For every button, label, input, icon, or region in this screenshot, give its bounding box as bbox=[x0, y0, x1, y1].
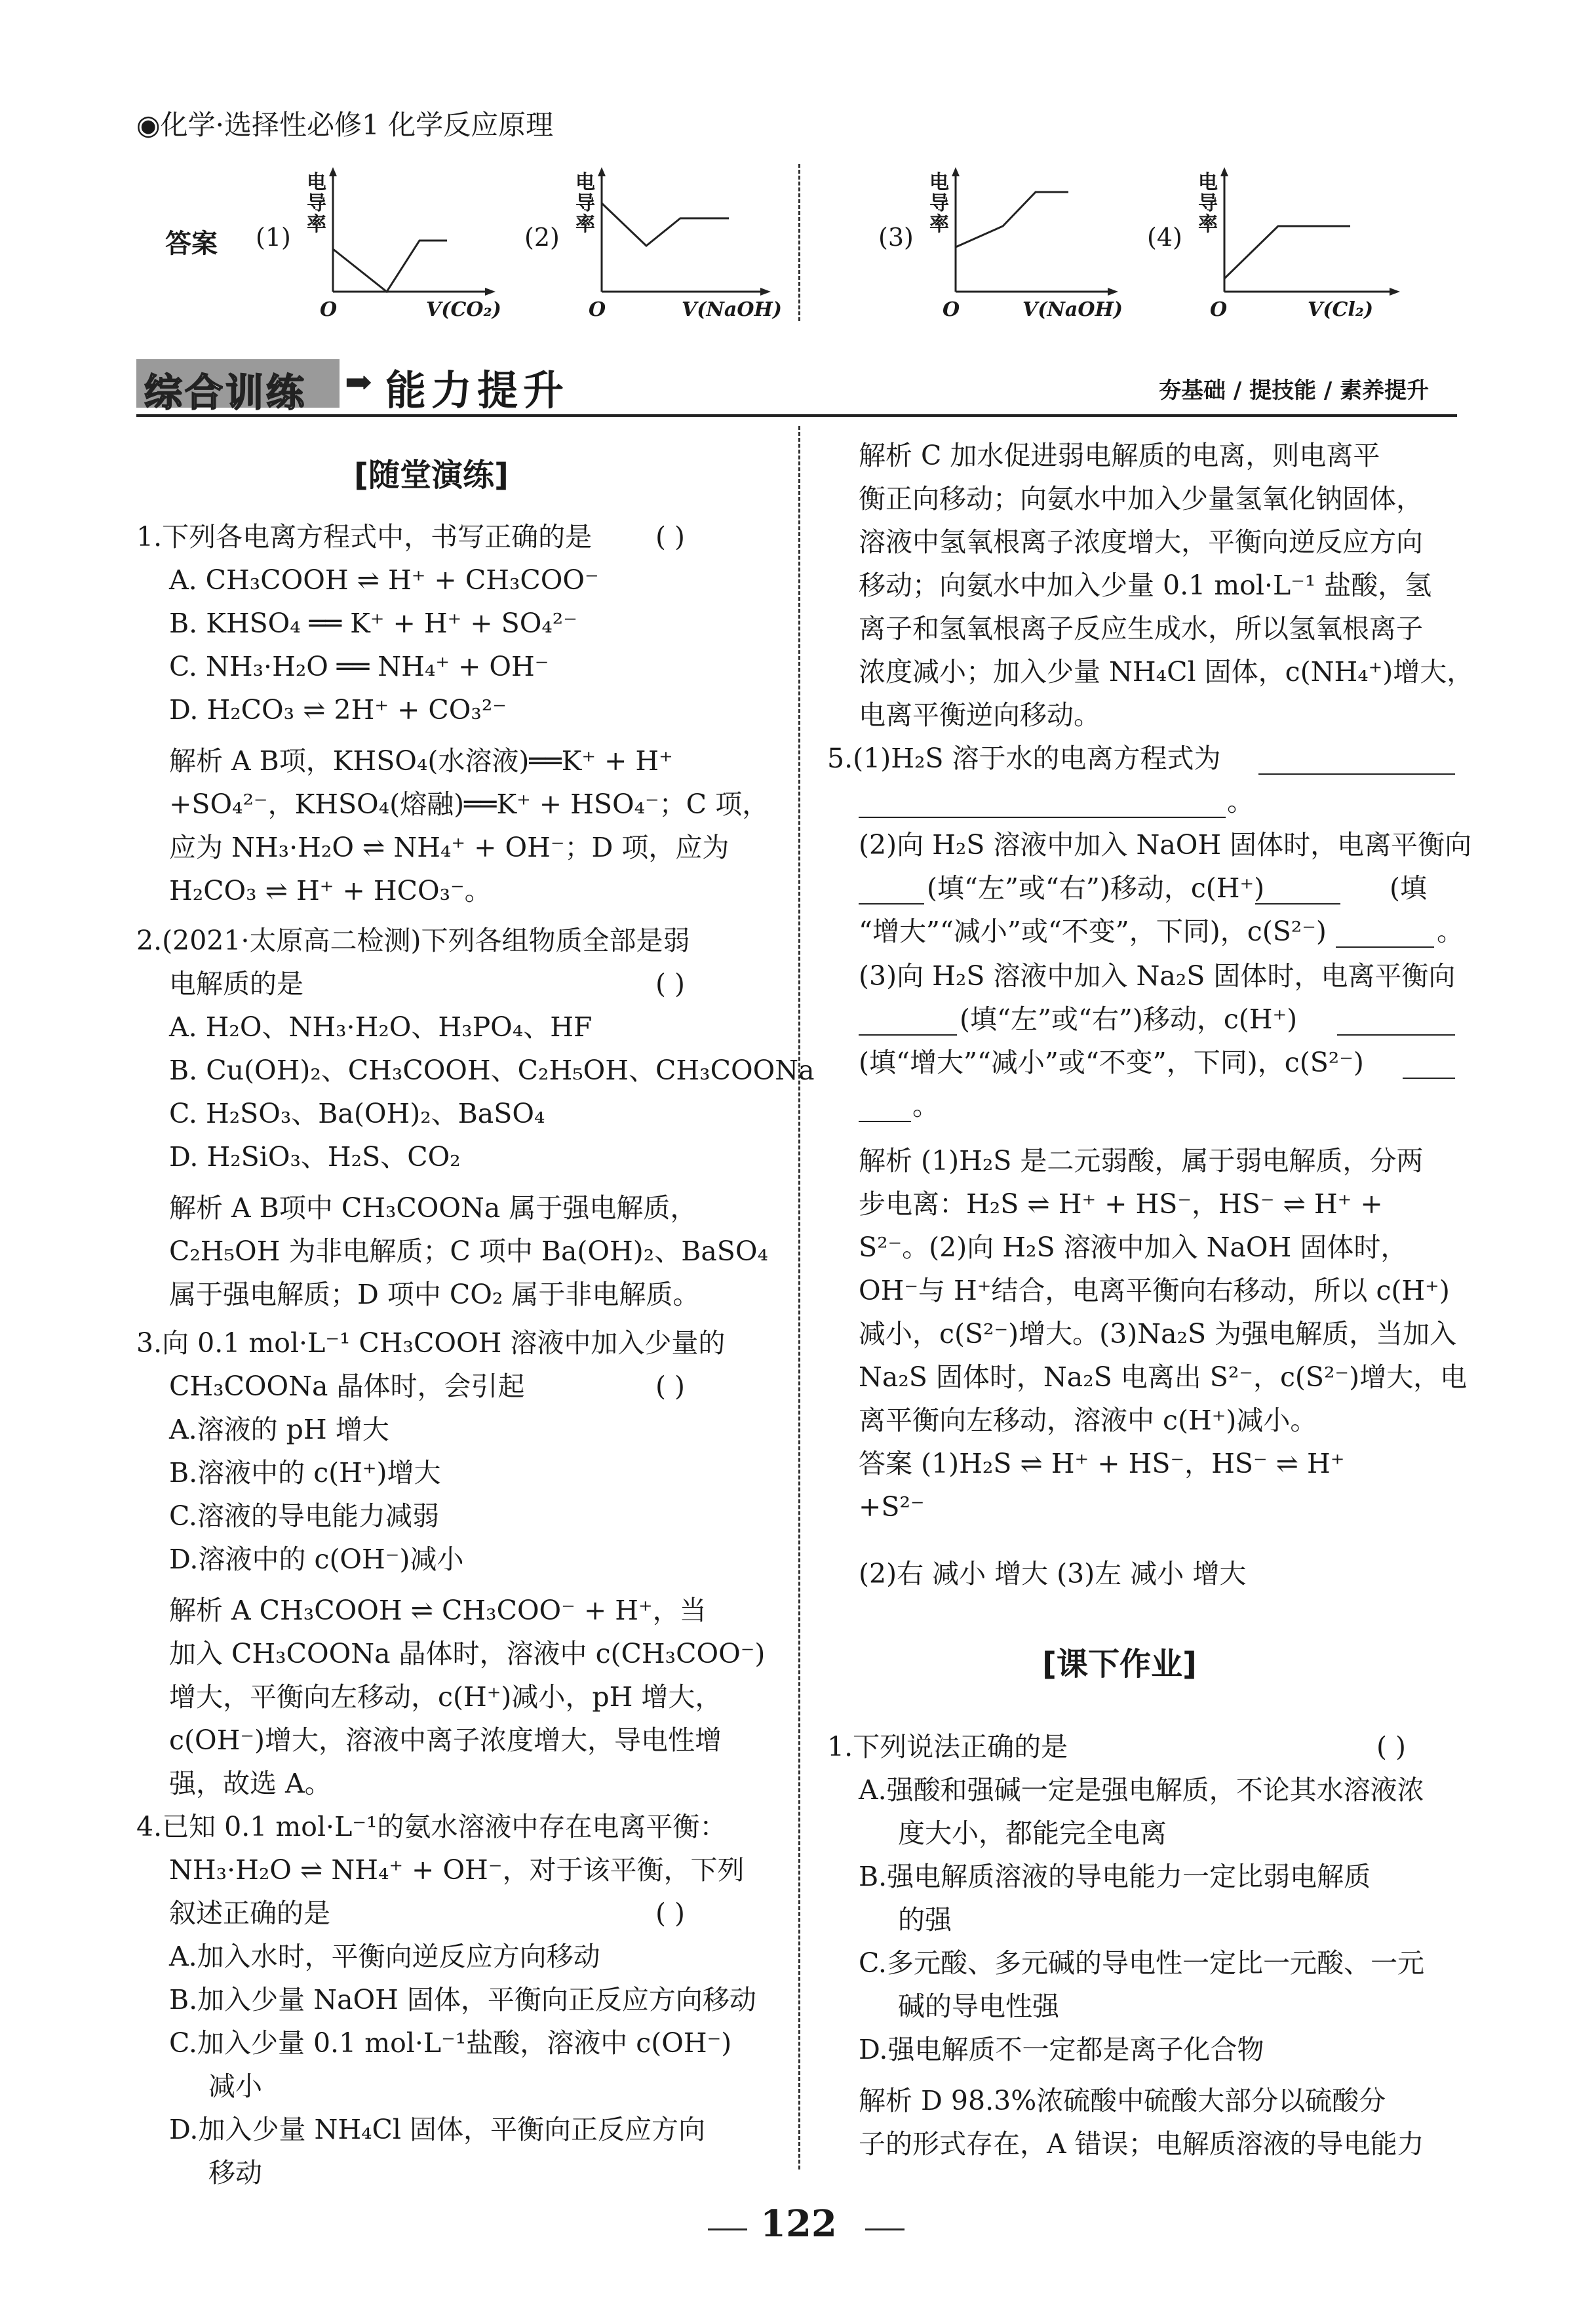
section-title-homework: [课下作业] bbox=[1042, 1646, 1197, 1683]
q5-fill-blank-7b[interactable] bbox=[859, 1095, 911, 1122]
graph-origin: O bbox=[320, 298, 338, 321]
x-axis-arrow bbox=[1390, 288, 1400, 296]
graph-number: (1) bbox=[256, 223, 291, 252]
q2-analysis: C₂H₅OH 为非电解质；C 项中 Ba(OH)₂、BaSO₄ bbox=[169, 1235, 768, 1267]
q3-answer-blank: ( ) bbox=[655, 1371, 686, 1402]
q3-stem: 3.向 0.1 mol·L⁻¹ CH₃COOH 溶液中加入少量的 bbox=[136, 1327, 726, 1359]
q2-option-a: A. H₂O、NH₃·H₂O、H₃PO₄、HF bbox=[169, 1011, 593, 1043]
hw-q1-option-b: 的强 bbox=[898, 1904, 952, 1936]
q4-option-c: 减小 bbox=[208, 2071, 262, 2102]
q5-analysis: Na₂S 固体时，Na₂S 电离出 S²⁻，c(S²⁻)增大，电 bbox=[859, 1361, 1468, 1393]
q4-stem: 4.已知 0.1 mol·L⁻¹的氨水溶液中存在电离平衡： bbox=[136, 1811, 727, 1842]
q4-option-c: C.加入少量 0.1 mol·L⁻¹盐酸，溶液中 c(OH⁻) bbox=[169, 2027, 732, 2059]
q3-analysis: 增大，平衡向左移动，c(H⁺)减小，pH 增大， bbox=[169, 1681, 722, 1713]
graph-curve bbox=[333, 241, 447, 292]
q3-stem: CH₃COONa 晶体时，会引起 bbox=[169, 1371, 525, 1402]
q4-analysis: 衡正向移动；向氨水中加入少量氢氧化钠固体， bbox=[859, 483, 1423, 515]
graph-2 bbox=[524, 167, 783, 324]
graph-x-label: V(NaOH) bbox=[1022, 298, 1123, 321]
footer-dash-right bbox=[865, 2228, 905, 2230]
q4-analysis: 浓度减小；加入少量 NH₄Cl 固体，c(NH₄⁺)增大， bbox=[859, 656, 1474, 688]
hw-q1-stem: 1.下列说法正确的是 bbox=[827, 1731, 1068, 1762]
q4-answer-blank: ( ) bbox=[655, 1897, 686, 1929]
q1-analysis: +SO₄²⁻，KHSO₄(熔融)══K⁺ + HSO₄⁻；C 项， bbox=[169, 788, 769, 820]
q5-analysis: 步电离：H₂S ⇌ H⁺ + HS⁻，HS⁻ ⇌ H⁺ + bbox=[859, 1188, 1383, 1220]
q5-answer: +S²⁻ bbox=[859, 1491, 925, 1523]
q5-part3-end: 。 bbox=[912, 1090, 939, 1121]
q2-answer-blank: ( ) bbox=[655, 968, 686, 1000]
q1-option-d: D. H₂CO₃ ⇌ 2H⁺ + CO₃²⁻ bbox=[169, 694, 507, 726]
x-axis-arrow bbox=[485, 288, 496, 296]
q4-analysis: 溶液中氢氧根离子浓度增大，平衡向逆反应方向 bbox=[859, 526, 1423, 558]
y-axis-arrow bbox=[329, 167, 337, 176]
x-axis-arrow bbox=[760, 288, 771, 296]
graph-x-label: V(Cl₂) bbox=[1308, 298, 1374, 321]
graph-number: (4) bbox=[1147, 223, 1182, 252]
q5-fill-blank-1[interactable] bbox=[1258, 747, 1455, 775]
y-axis-arrow bbox=[598, 167, 606, 176]
hw-q1-option-a: 度大小，都能完全电离 bbox=[898, 1818, 1167, 1849]
hw-q1-option-d: D.强电解质不一定都是离子化合物 bbox=[859, 2034, 1264, 2065]
header-title: ◉化学·选择性必修1 化学反应原理 bbox=[136, 109, 554, 141]
banner-tag: 夯基础 / 提技能 / 素养提升 bbox=[1159, 378, 1430, 404]
graph-1 bbox=[256, 167, 505, 324]
graph-y-label: 电导率 bbox=[307, 171, 326, 236]
graph-3 bbox=[878, 167, 1127, 324]
q5-fill-blank-2[interactable] bbox=[859, 877, 924, 905]
graph-x-label: V(CO₂) bbox=[426, 298, 501, 321]
q1-analysis: 解析 A B项，KHSO₄(水溶液)══K⁺ + H⁺ bbox=[169, 745, 673, 777]
hw-q1-analysis: 子的形式存在，A 错误；电解质溶液的导电能力 bbox=[859, 2128, 1424, 2160]
q5-fill-blank-4[interactable] bbox=[1336, 920, 1434, 948]
q4-option-d: D.加入少量 NH₄Cl 固体，平衡向正反应方向 bbox=[169, 2114, 706, 2145]
graph-x-label: V(NaOH) bbox=[682, 298, 783, 321]
section-title-practice: [随堂演练] bbox=[354, 457, 509, 494]
hw-q1-option-c: 碱的导电性强 bbox=[898, 1991, 1059, 2022]
q3-option-c: C.溶液的导电能力减弱 bbox=[169, 1500, 439, 1532]
graph-number: (3) bbox=[878, 223, 914, 252]
q5-part3: (填“增大”“减小”或“不变”，下同)，c(S²⁻) bbox=[859, 1047, 1364, 1078]
q5-analysis: OH⁻与 H⁺结合，电离平衡向右移动，所以 c(H⁺) bbox=[859, 1275, 1450, 1306]
header-divider bbox=[798, 164, 800, 321]
answer-label: 答案 bbox=[165, 229, 218, 259]
q1-option-c: C. NH₃·H₂O ══ NH₄⁺ + OH⁻ bbox=[169, 651, 549, 682]
q1-analysis: H₂CO₃ ⇌ H⁺ + HCO₃⁻。 bbox=[169, 875, 492, 906]
page-number: 122 bbox=[760, 2202, 837, 2246]
q2-stem: 电解质的是 bbox=[169, 968, 303, 1000]
q2-option-c: C. H₂SO₃、Ba(OH)₂、BaSO₄ bbox=[169, 1098, 545, 1129]
q2-option-b: B. Cu(OH)₂、CH₃COOH、C₂H₅OH、CH₃COONa bbox=[169, 1055, 815, 1086]
q3-analysis: 强，故选 A。 bbox=[169, 1768, 332, 1799]
q5-part2: (填 bbox=[1390, 872, 1427, 904]
q2-analysis: 属于强电解质；D 项中 CO₂ 属于非电解质。 bbox=[169, 1279, 700, 1310]
q3-option-d: D.溶液中的 c(OH⁻)减小 bbox=[169, 1544, 464, 1575]
q5-part2-end: 。 bbox=[1437, 916, 1464, 947]
column-divider bbox=[798, 426, 800, 2169]
q5-part3: (3)向 H₂S 溶液中加入 Na₂S 固体时，电离平衡向 bbox=[859, 960, 1456, 992]
hw-q1-analysis: 解析 D 98.3%浓硫酸中硫酸大部分以硫酸分 bbox=[859, 2085, 1386, 2116]
q4-analysis: 离子和氢氧根离子反应生成水，所以氢氧根离子 bbox=[859, 613, 1423, 644]
hw-q1-option-a: A.强酸和强碱一定是强电解质，不论其水溶液浓 bbox=[859, 1774, 1424, 1806]
q5-analysis: 减小，c(S²⁻)增大。(3)Na₂S 为强电解质，当加入 bbox=[859, 1318, 1457, 1350]
q5-part2: “增大”“减小”或“不变”，下同)，c(S²⁻) bbox=[859, 916, 1327, 947]
q5-answer: 答案 (1)H₂S ⇌ H⁺ + HS⁻，HS⁻ ⇌ H⁺ bbox=[859, 1448, 1345, 1479]
arrow-right-icon: ➡ bbox=[345, 363, 372, 401]
q4-analysis: 移动；向氨水中加入少量 0.1 mol·L⁻¹ 盐酸，氢 bbox=[859, 570, 1432, 601]
q5-analysis: 离平衡向左移动，溶液中 c(H⁺)减小。 bbox=[859, 1405, 1317, 1436]
q5-fill-blank-6[interactable] bbox=[1337, 1008, 1455, 1036]
q1-analysis: 应为 NH₃·H₂O ⇌ NH₄⁺ + OH⁻；D 项，应为 bbox=[169, 832, 730, 863]
graph-origin: O bbox=[589, 298, 606, 321]
q5-part1-end: 。 bbox=[1227, 786, 1254, 817]
graph-number: (2) bbox=[524, 223, 560, 252]
footer-dash-left bbox=[708, 2228, 747, 2230]
q4-analysis: 电离平衡逆向移动。 bbox=[859, 699, 1100, 731]
q1-answer-blank: ( ) bbox=[655, 521, 686, 553]
graph-y-label: 电导率 bbox=[1198, 171, 1218, 236]
q5-part3: (填“左”或“右”)移动，c(H⁺) bbox=[960, 1003, 1298, 1035]
graph-curve bbox=[1224, 226, 1350, 279]
q4-analysis: 解析 C 加水促进弱电解质的电离，则电离平 bbox=[859, 440, 1380, 471]
q4-option-b: B.加入少量 NaOH 固体，平衡向正反应方向移动 bbox=[169, 1984, 756, 2015]
graph-origin: O bbox=[1210, 298, 1228, 321]
graph-curve bbox=[956, 192, 1068, 247]
q3-option-a: A.溶液的 pH 增大 bbox=[169, 1414, 389, 1445]
q5-part2: (2)向 H₂S 溶液中加入 NaOH 固体时，电离平衡向 bbox=[859, 829, 1472, 861]
q5-answer: (2)右 减小 增大 (3)左 减小 增大 bbox=[859, 1558, 1247, 1589]
banner-right-text: 能力提升 bbox=[385, 366, 570, 414]
q5-analysis: 解析 (1)H₂S 是二元弱酸，属于弱电解质，分两 bbox=[859, 1145, 1424, 1177]
hw-q1-option-b: B.强电解质溶液的导电能力一定比弱电解质 bbox=[859, 1861, 1371, 1892]
hw-q1-option-c: C.多元酸、多元碱的导电性一定比一元酸、一元 bbox=[859, 1947, 1424, 1979]
q5-fill-blank-3[interactable] bbox=[1255, 877, 1340, 905]
graph-origin: O bbox=[943, 298, 960, 321]
q1-stem: 1.下列各电离方程式中，书写正确的是 bbox=[136, 521, 593, 553]
y-axis-arrow bbox=[952, 167, 960, 176]
banner-left-text: 综合训练 bbox=[144, 370, 307, 415]
q5-fill-blank-7[interactable] bbox=[1403, 1051, 1455, 1079]
q4-option-a: A.加入水时，平衡向逆反应方向移动 bbox=[169, 1941, 600, 1972]
q4-option-d: 移动 bbox=[208, 2157, 262, 2189]
q2-analysis: 解析 A B项中 CH₃COONa 属于强电解质， bbox=[169, 1192, 697, 1224]
q2-option-d: D. H₂SiO₃、H₂S、CO₂ bbox=[169, 1141, 461, 1173]
graph-y-label: 电导率 bbox=[929, 171, 949, 236]
section-banner bbox=[136, 354, 1457, 417]
q5-part2: (填“左”或“右”)移动，c(H⁺) bbox=[927, 872, 1265, 904]
graph-y-label: 电导率 bbox=[575, 171, 595, 236]
q3-analysis: 解析 A CH₃COOH ⇌ CH₃COO⁻ + H⁺，当 bbox=[169, 1595, 707, 1626]
x-axis-arrow bbox=[1108, 288, 1118, 296]
y-axis-arrow bbox=[1220, 167, 1228, 176]
q5-fill-blank-5[interactable] bbox=[859, 1008, 957, 1036]
q5-part1: 5.(1)H₂S 溶于水的电离方程式为 bbox=[827, 743, 1221, 774]
q1-option-b: B. KHSO₄ ══ K⁺ + H⁺ + SO₄²⁻ bbox=[169, 608, 577, 639]
graph-curve bbox=[602, 203, 729, 246]
q4-stem: 叙述正确的是 bbox=[169, 1897, 330, 1929]
hw-q1-answer-blank: ( ) bbox=[1376, 1731, 1407, 1762]
q3-analysis: 加入 CH₃COONa 晶体时，溶液中 c(CH₃COO⁻) bbox=[169, 1638, 766, 1669]
banner-left-box bbox=[136, 359, 340, 415]
q5-fill-blank-1b[interactable] bbox=[859, 790, 1226, 818]
q5-analysis: S²⁻。(2)向 H₂S 溶液中加入 NaOH 固体时， bbox=[859, 1232, 1408, 1263]
q1-option-a: A. CH₃COOH ⇌ H⁺ + CH₃COO⁻ bbox=[169, 564, 599, 596]
q2-stem: 2.(2021·太原高二检测)下列各组物质全部是弱 bbox=[136, 925, 690, 956]
q4-stem: NH₃·H₂O ⇌ NH₄⁺ + OH⁻，对于该平衡，下列 bbox=[169, 1854, 745, 1886]
graph-4 bbox=[1147, 167, 1409, 324]
q3-analysis: c(OH⁻)增大，溶液中离子浓度增大，导电性增 bbox=[169, 1724, 722, 1756]
q3-option-b: B.溶液中的 c(H⁺)增大 bbox=[169, 1457, 441, 1488]
